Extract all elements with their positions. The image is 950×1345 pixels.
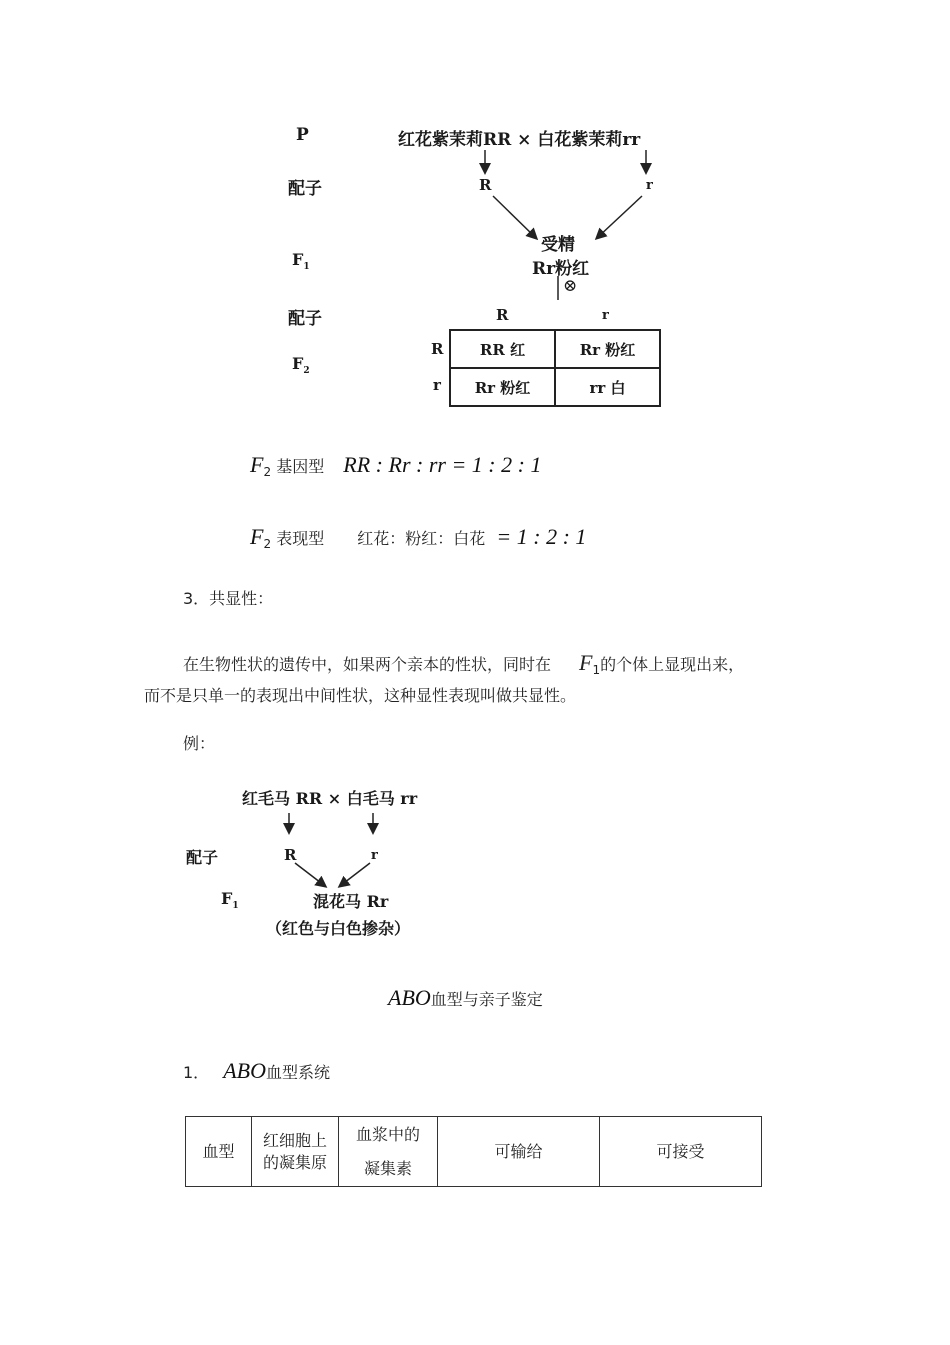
header-can-donate: 可输给 — [438, 1117, 600, 1187]
punnett-cell: RR 红 — [450, 330, 555, 368]
selfing-symbol: ⊗ — [563, 276, 578, 296]
fertilization-label: 受精 — [541, 235, 575, 255]
arrow-R-to-fertilization — [493, 196, 536, 238]
header-can-receive: 可接受 — [600, 1117, 762, 1187]
row-label-f2: $F_2$ — [292, 354, 310, 377]
punnett-row — [450, 330, 660, 368]
punnett-cell: rr 白 — [555, 368, 660, 406]
fig2-f1-label: $F_1$ — [221, 889, 239, 912]
example-label: 例： — [183, 734, 216, 753]
arrow-fig2-r-to-F1 — [340, 863, 370, 886]
punnett-row-label-R: R — [431, 340, 444, 358]
fig2-note: （红色与白色掺杂） — [266, 919, 411, 938]
punnett-square — [449, 329, 661, 407]
section-3-para-line2: 而不是只单一的表现出中间性状，这种显性表现叫做共显性。 — [144, 686, 577, 705]
abo-section-heading: 1． ABO血型系统 — [183, 1058, 330, 1083]
f1-result: Rr粉红 — [532, 259, 590, 279]
cross-text: 红花紫茉莉RR × 白花紫茉莉rr — [398, 130, 641, 150]
header-blood-type: 血型 — [186, 1117, 252, 1187]
punnett-cell: Rr 粉红 — [555, 330, 660, 368]
abo-title: ABO血型与亲子鉴定 — [388, 985, 543, 1010]
fig2-result: 混花马 Rr — [313, 892, 389, 911]
section-3-heading: 3．共显性： — [183, 589, 274, 608]
column-label-r: r — [602, 308, 609, 323]
punnett-row — [450, 368, 660, 406]
row-label-p: P — [296, 125, 309, 145]
row-label-f1: $F_1$ — [292, 250, 310, 273]
arrow-fig2-R-to-F1 — [295, 863, 325, 886]
phenotype-line: $F_2$ 表现型 红花：粉红：白花 = 1 : 2 : 1 — [250, 524, 587, 552]
gamete-r: r — [646, 178, 653, 193]
header-agglutinin: 血浆中的 凝集素 — [339, 1117, 438, 1187]
punnett-row-label-r: r — [433, 376, 441, 394]
header-agglutinogen: 红细胞上 的凝集原 — [252, 1117, 339, 1187]
row-label-gamete-1: 配子 — [288, 179, 322, 199]
fig2-gamete-r: r — [371, 848, 378, 863]
column-label-R: R — [496, 306, 509, 324]
fig2-gamete-label: 配子 — [186, 848, 219, 867]
table-header-row — [186, 1117, 762, 1187]
gamete-R: R — [479, 176, 492, 194]
section-3-para-line1: 在生物性状的遗传中，如果两个亲本的性状，同时在 $F_1$的个体上显现出来， — [183, 650, 745, 678]
punnett-cell: Rr 粉红 — [450, 368, 555, 406]
row-label-gamete-2: 配子 — [288, 309, 322, 329]
arrow-r-to-fertilization — [597, 196, 642, 238]
genotype-line: $F_2$ 基因型 RR : Rr : rr = 1 : 2 : 1 — [250, 452, 542, 480]
blood-type-table — [185, 1116, 762, 1187]
fig2-cross: 红毛马 RR × 白毛马 rr — [242, 789, 418, 808]
fig2-gamete-R: R — [284, 846, 297, 864]
